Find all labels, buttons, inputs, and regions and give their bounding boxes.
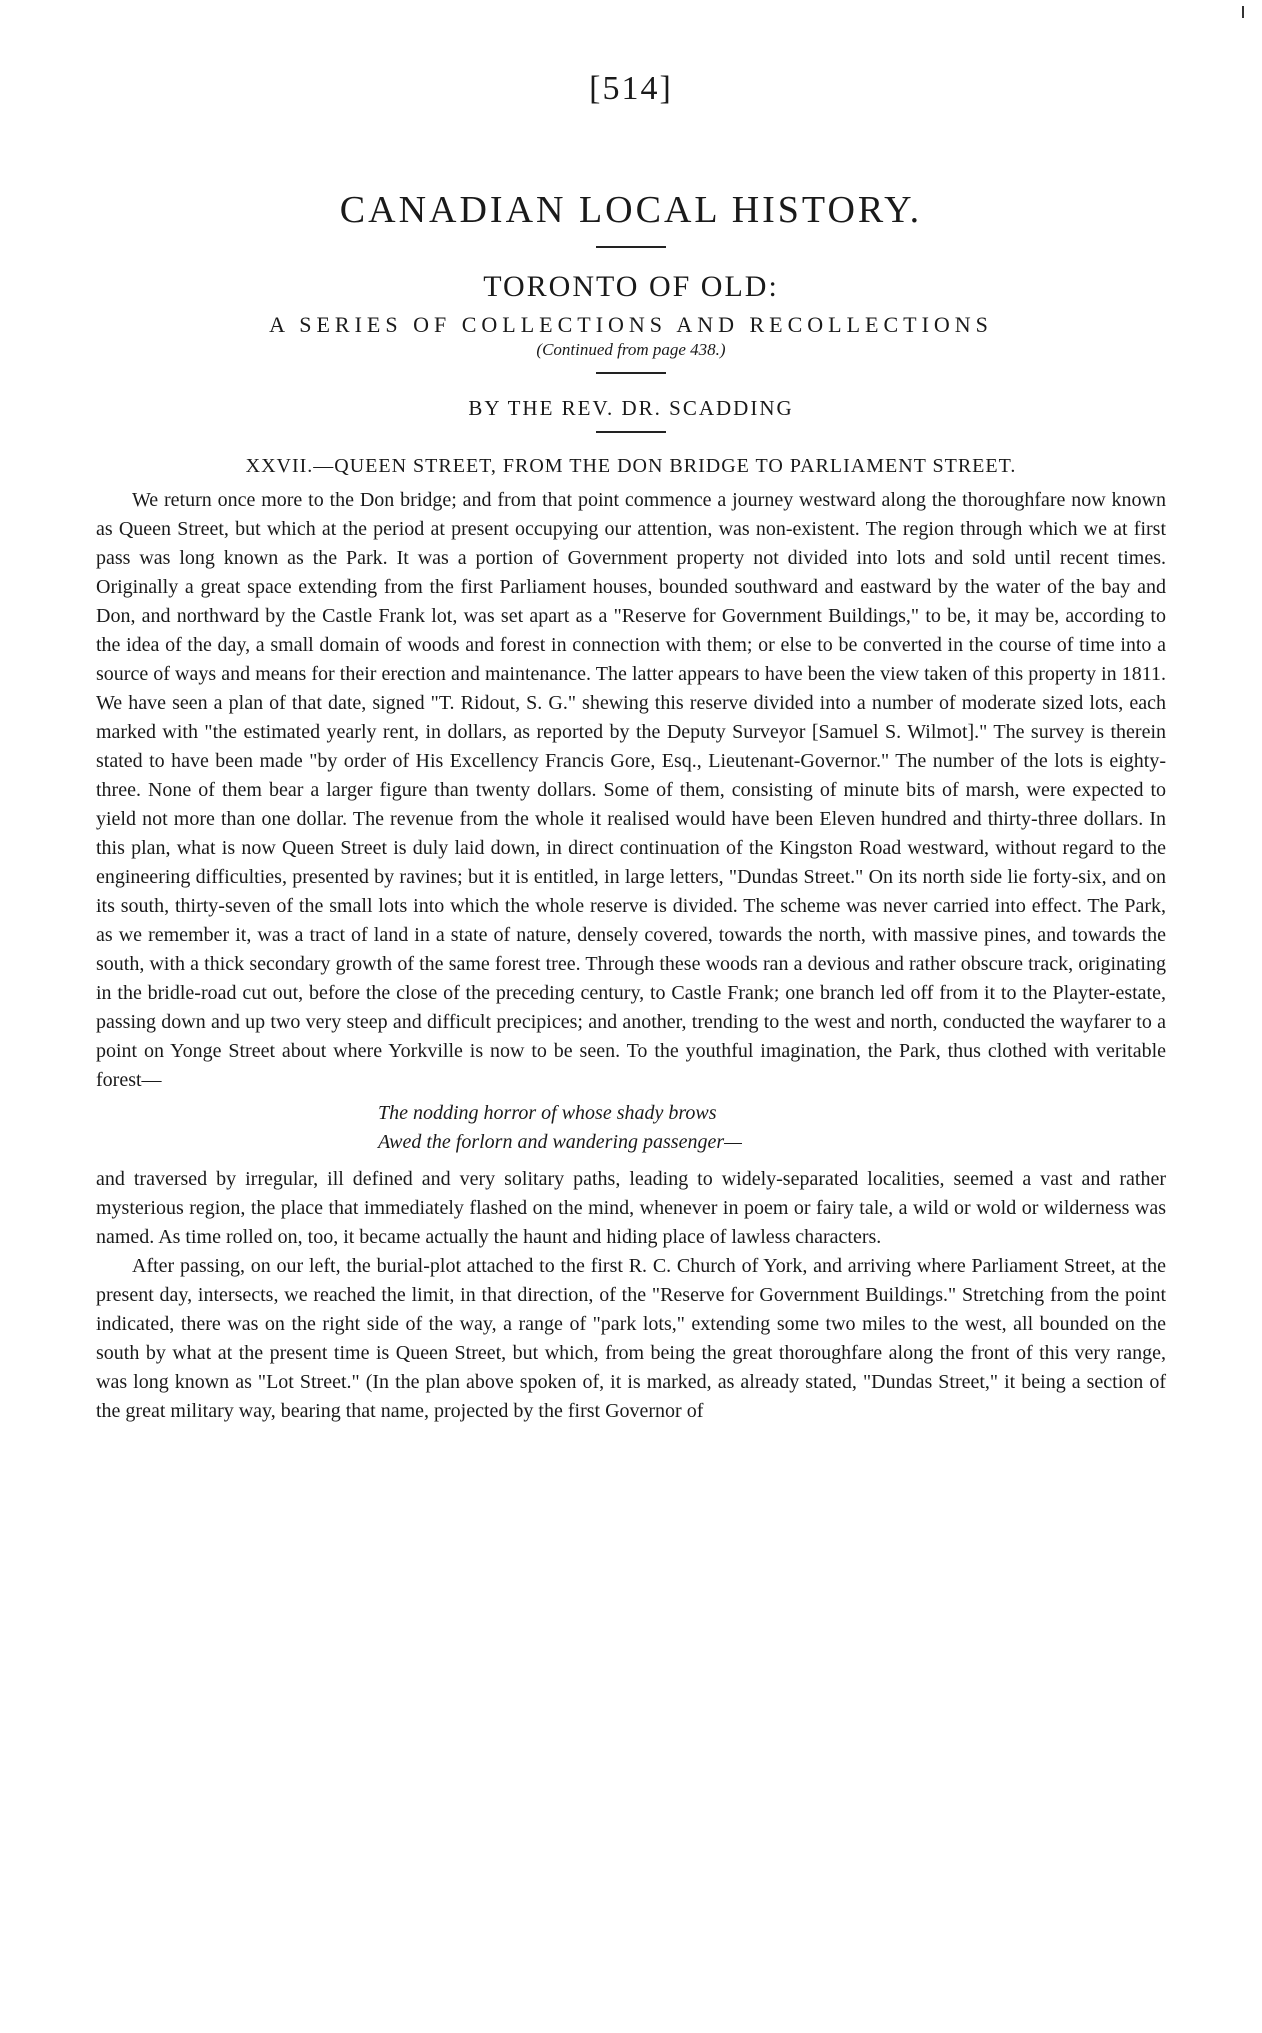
body-paragraph: After passing, on our left, the burial-plot attached to the first R. C. Church of York, and arriving where Parliament Street, at the present day, intersects, we reached the limit, in that direction, of the "Reserve for Government Buildings." Stretching from the point indicated, there was on the right side of the way, a range of "park lots," extending some two miles to the west, all bounded on the south by what at the present time is Queen Street, but which, from being the great thoroughfare along the front of this very range, was long known as "Lot Street." (In the plan above spoken of, it is marked, as already stated, "Dundas Street," it being a section of the great military way, bearing that name, projected by the first Governor of bbox=[96, 1255, 1166, 1422]
document-page bbox=[96, 70, 1166, 1426]
article-title: TORONTO OF OLD: bbox=[483, 270, 779, 303]
divider-rule bbox=[596, 246, 666, 248]
series-subtitle: A SERIES OF COLLECTIONS AND RECOLLECTIONS bbox=[269, 312, 993, 337]
body-paragraph-continuation: and traversed by irregular, ill defined and very solitary paths, leading to widely-separated localities, seemed a vast and rather mysterious region, the place that immediately flashed on the mind, whenever in poem or fairy tale, a wild or wold or wilderness was named. As time rolled on, too, it became actually the haunt and hiding place of lawless characters. bbox=[96, 1168, 1166, 1248]
verse-quotation bbox=[378, 1099, 1166, 1157]
margin-mark bbox=[1242, 6, 1244, 18]
verse-line: Awed the forlorn and wandering passenger— bbox=[378, 1131, 742, 1153]
body-paragraph: We return once more to the Don bridge; and from that point commence a journey westward along the thoroughfare now known as Queen Street, but which at the period at present occupying our attention, was non-existent. The region through which we at first pass was long known as the Park. It was a portion of Government property not divided into lots and sold until recent times. Originally a great space extending from the first Parliament houses, bounded southward and eastward by the water of the bay and Don, and northward by the Castle Frank lot, was set apart as a "Reserve for Government Buildings," to be, it may be, according to the idea of the day, a small domain of woods and forest in connection with them; or else to be converted in the course of time into a source of ways and means for their erection and maintenance. The latter appears to have been the view taken of this property in 1811. We have seen a plan of that date, signed "T. Ridout, S. G." shewing this reserve divided into a number of moderate sized lots, each marked with "the estimated yearly rent, in dollars, as reported by the Deputy Surveyor [Samuel S. Wilmot]." The survey is therein stated to have been made "by order of His Excellency Francis Gore, Esq., Lieutenant-Governor." The number of the lots is eighty-three. None of them bear a larger figure than twenty dollars. Some of them, consisting of minute bits of marsh, were expected to yield not more than one dollar. The revenue from the whole it realised would have been Eleven hundred and thirty-three dollars. In this plan, what is now Queen Street is duly laid down, in direct continuation of the Kingston Road westward, without regard to the engineering difficulties, presented by ravines; but it is entitled, in large letters, "Dundas Street." On its north side lie forty-six, and on its south, thirty-seven of the small lots into which the whole reserve is divided. The scheme was never carried into effect. The Park, as we remember it, was a tract of land in a state of nature, densely covered, towards the north, with massive pines, and towards the south, with a thick secondary growth of the same forest tree. Through these woods ran a devious and rather obscure track, originating in the bridle-road cut out, before the close of the preceding century, to Castle Frank; one branch led off from it to the Playter-estate, passing down and up two very steep and difficult precipices; and another, trending to the west and north, conducted the wayfarer to a point on Yonge Street about where Yorkville is now to be seen. To the youthful imagination, the Park, thus clothed with veritable forest— bbox=[96, 489, 1166, 1091]
continued-note: (Continued from page 438.) bbox=[536, 340, 726, 359]
verse-line: The nodding horror of whose shady brows bbox=[378, 1102, 717, 1124]
section-heading: XXVII.—QUEEN STREET, FROM THE DON BRIDGE TO PARLIAMENT STREET. bbox=[245, 455, 1017, 477]
author-byline: BY THE REV. DR. SCADDING bbox=[468, 396, 794, 420]
divider-rule bbox=[596, 431, 666, 433]
page-number: [514] bbox=[589, 70, 673, 107]
divider-rule bbox=[596, 372, 666, 374]
journal-title: CANADIAN LOCAL HISTORY. bbox=[339, 189, 923, 231]
